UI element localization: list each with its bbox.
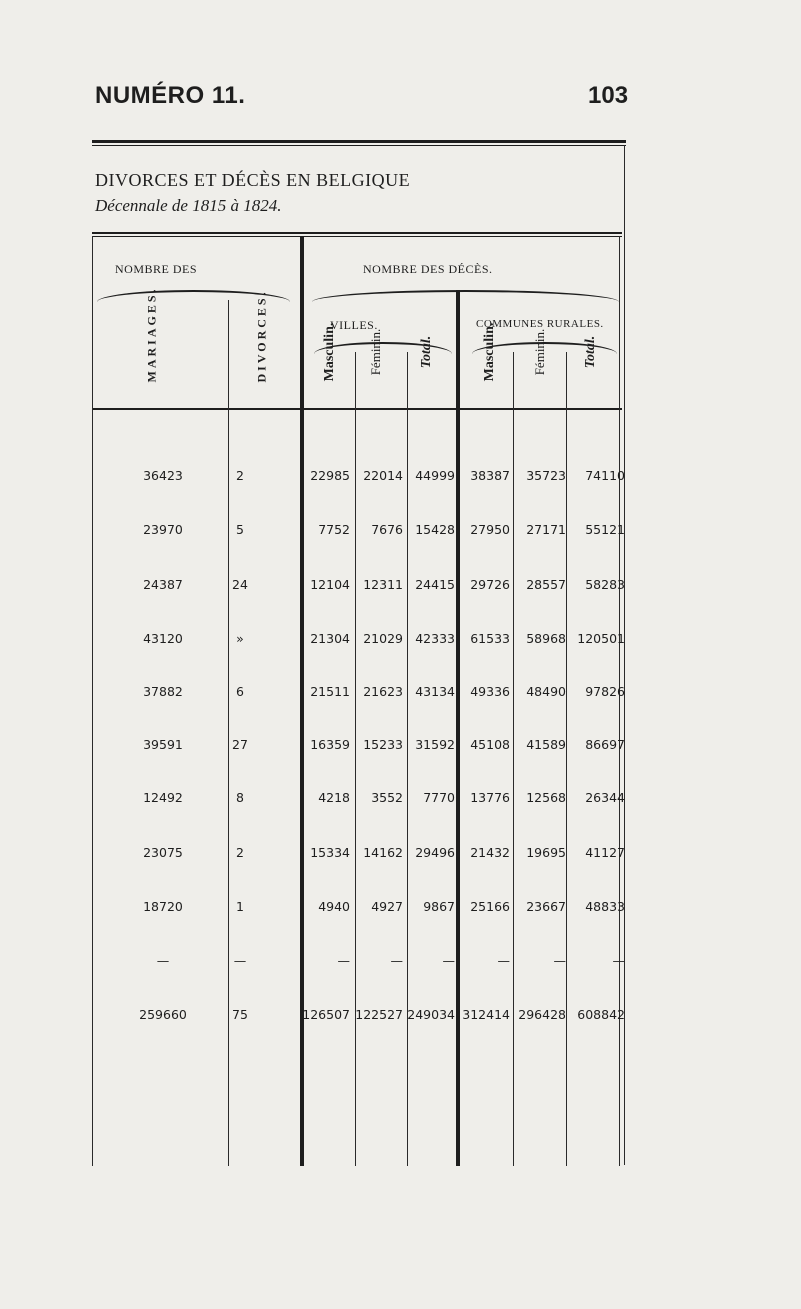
table-cell: 21623 xyxy=(363,684,403,699)
table-cell: 12104 xyxy=(310,577,350,592)
header-nombre-des: NOMBRE DES xyxy=(115,262,198,276)
table-cell: 22985 xyxy=(310,468,350,483)
table-cell: 3552 xyxy=(371,790,403,805)
table-cell: 21511 xyxy=(310,684,350,699)
table-cell: 21304 xyxy=(310,631,350,646)
table-cell: 249034 xyxy=(407,1007,455,1022)
col-header-total-communes: Total. xyxy=(583,335,598,369)
table-cell: 2 xyxy=(236,845,244,860)
table-cell: 12568 xyxy=(526,790,566,805)
table-cell: 7752 xyxy=(318,522,350,537)
table-cell: 15233 xyxy=(363,737,403,752)
table-cell: 608842 xyxy=(577,1007,625,1022)
col-line-left xyxy=(92,236,93,1166)
table-cell: 49336 xyxy=(470,684,510,699)
table-cell: 27171 xyxy=(526,522,566,537)
table-cell: 25166 xyxy=(470,899,510,914)
table-cell: 12492 xyxy=(143,790,183,805)
table-cell: 23970 xyxy=(143,522,183,537)
table-cell: 21432 xyxy=(470,845,510,860)
header-bottom-rule xyxy=(92,408,622,410)
table-cell: 43134 xyxy=(415,684,455,699)
table-cell: 19695 xyxy=(526,845,566,860)
col-header-total-villes: Total. xyxy=(419,335,434,369)
table-cell: 9867 xyxy=(423,899,455,914)
table-cell: 58968 xyxy=(526,631,566,646)
table-cell: — xyxy=(337,953,350,968)
col-header-masculin-communes: Masculin. xyxy=(482,322,497,382)
page-header-title: NUMÉRO 11. xyxy=(95,82,246,109)
table-cell: — xyxy=(497,953,510,968)
table-top-rule-thin xyxy=(92,236,622,237)
table-cell: 1 xyxy=(236,899,244,914)
table-cell: 55121 xyxy=(585,522,625,537)
table-top-rule xyxy=(92,232,622,234)
table-cell: 48490 xyxy=(526,684,566,699)
table-cell: 27 xyxy=(232,737,248,752)
table-cell: 27950 xyxy=(470,522,510,537)
table-cell: 41589 xyxy=(526,737,566,752)
table-cell: 38387 xyxy=(470,468,510,483)
col-header-feminin-villes: Féminin. xyxy=(368,328,383,376)
table-cell: 24387 xyxy=(143,577,183,592)
col-header-divorces: DIVORCES. xyxy=(254,289,269,383)
table-cell: 4927 xyxy=(371,899,403,914)
page-number: 103 xyxy=(588,82,629,109)
table-cell: 43120 xyxy=(143,631,183,646)
table-cell: 7676 xyxy=(371,522,403,537)
table-cell: 29496 xyxy=(415,845,455,860)
table-cell: 13776 xyxy=(470,790,510,805)
table-cell: 126507 xyxy=(302,1007,350,1022)
table-cell: 24415 xyxy=(415,577,455,592)
table-cell: 36423 xyxy=(143,468,183,483)
table-cell: 37882 xyxy=(143,684,183,699)
table-cell: 8 xyxy=(236,790,244,805)
table-cell: 7770 xyxy=(423,790,455,805)
col-line-right xyxy=(619,236,620,1166)
table-cell: 122527 xyxy=(355,1007,403,1022)
col-line-villes-communes xyxy=(456,290,460,1166)
col-header-mariages: MARIAGES. xyxy=(144,286,159,383)
table-cell: 29726 xyxy=(470,577,510,592)
table-cell: 97826 xyxy=(585,684,625,699)
table-cell: 22014 xyxy=(363,468,403,483)
table-cell: 74110 xyxy=(585,468,625,483)
table-cell: 48833 xyxy=(585,899,625,914)
table-cell: 86697 xyxy=(585,737,625,752)
table-cell: 58283 xyxy=(585,577,625,592)
table-title: DIVORCES ET DÉCÈS EN BELGIQUE xyxy=(95,170,411,190)
table-subtitle: Décennale de 1815 à 1824. xyxy=(95,196,282,215)
table-cell: 4218 xyxy=(318,790,350,805)
table-cell: 45108 xyxy=(470,737,510,752)
table-cell: 259660 xyxy=(139,1007,187,1022)
table-cell: » xyxy=(236,631,244,646)
col-header-masculin-villes: Masculin. xyxy=(322,322,337,382)
table-cell: 15428 xyxy=(415,522,455,537)
table-cell: 39591 xyxy=(143,737,183,752)
table-cell: 16359 xyxy=(310,737,350,752)
brace-deces xyxy=(312,290,619,302)
table-cell: — xyxy=(233,953,247,968)
table-cell: — xyxy=(156,953,170,968)
table-cell: 120501 xyxy=(577,631,625,646)
header-rule xyxy=(92,140,626,143)
header-rule-thin xyxy=(92,145,626,146)
table-cell: 6 xyxy=(236,684,244,699)
table-cell: 31592 xyxy=(415,737,455,752)
table-cell: 44999 xyxy=(415,468,455,483)
table-cell: 41127 xyxy=(585,845,625,860)
col-header-feminin-communes: Féminin. xyxy=(532,328,547,376)
table-cell: 35723 xyxy=(526,468,566,483)
header-villes: VILLES. xyxy=(330,318,378,332)
table-cell: 24 xyxy=(232,577,248,592)
table-cell: 23075 xyxy=(143,845,183,860)
col-line-mariages xyxy=(228,300,229,1166)
table-cell: 15334 xyxy=(310,845,350,860)
table-cell: — xyxy=(442,953,455,968)
header-nombre-des-deces: NOMBRE DES DÉCÈS. xyxy=(363,262,493,276)
table-cell: 42333 xyxy=(415,631,455,646)
table-cell: 28557 xyxy=(526,577,566,592)
table-cell: 5 xyxy=(236,522,244,537)
table-cell: 75 xyxy=(232,1007,248,1022)
table-cell: — xyxy=(612,953,625,968)
table-cell: — xyxy=(390,953,403,968)
table-cell: 26344 xyxy=(585,790,625,805)
header-communes-rurales: COMMUNES RURALES. xyxy=(476,318,604,330)
table-cell: 12311 xyxy=(363,577,403,592)
table-cell: 4940 xyxy=(318,899,350,914)
table-cell: 2 xyxy=(236,468,244,483)
table-cell: 23667 xyxy=(526,899,566,914)
col-line-main-divider xyxy=(300,236,304,1166)
table-cell: 14162 xyxy=(363,845,403,860)
table-cell: 18720 xyxy=(143,899,183,914)
table-cell: — xyxy=(553,953,566,968)
table-cell: 61533 xyxy=(470,631,510,646)
table-cell: 21029 xyxy=(363,631,403,646)
table-cell: 312414 xyxy=(462,1007,510,1022)
table-cell: 296428 xyxy=(518,1007,566,1022)
